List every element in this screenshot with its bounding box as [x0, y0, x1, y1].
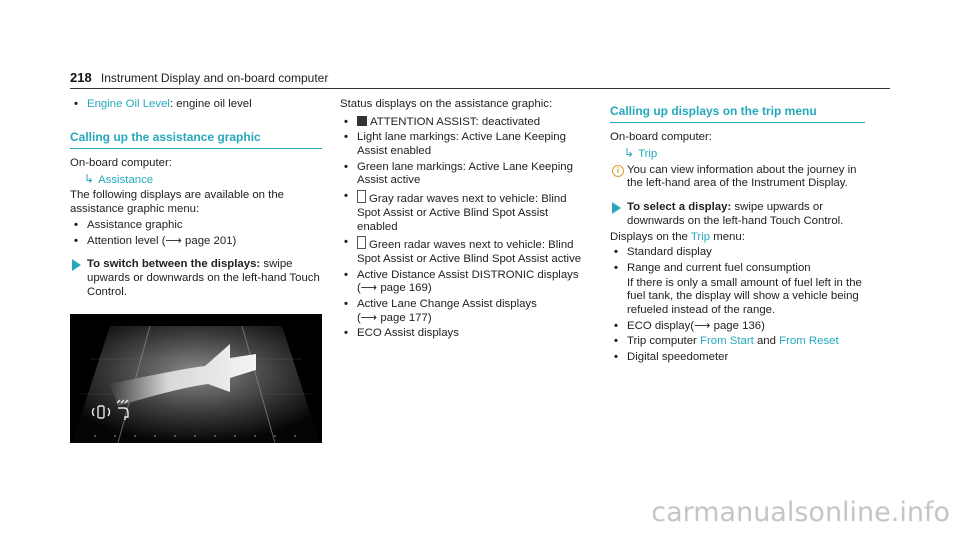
assistance-link[interactable]: Assistance: [98, 173, 154, 186]
from-reset-link[interactable]: From Reset: [779, 335, 839, 348]
section-heading: Calling up displays on the trip menu: [610, 104, 865, 123]
page-reference[interactable]: page 177): [380, 311, 432, 324]
page-header: [70, 70, 328, 87]
instruction-block: To select a display: swipe upwards or downwards on the left-hand Touch Control.: [610, 201, 865, 228]
list-item: • Standard display: [610, 246, 865, 260]
page-arrow-icon: ⟶: [694, 319, 711, 332]
trip-link[interactable]: Trip: [638, 148, 658, 161]
paragraph: Displays on the Trip menu:: [610, 230, 745, 243]
column-1: [70, 98, 322, 299]
paragraph: The following displays are available on the assistance graphic menu:: [70, 189, 285, 216]
attention-assist-off-icon: [357, 116, 367, 126]
list-item: • Green radar waves next to vehicle: Blind Spot Assist or Active Blind Spot Assist active: [340, 236, 590, 266]
trip-menu-link[interactable]: Trip: [690, 230, 711, 243]
list-item: • Green lane markings: Active Lane Keeping Assist active: [340, 161, 590, 188]
range-note: If there is only a small amount of fuel left in the fuel tank, the display will show a vehicle being refueled instead of the range.: [627, 276, 862, 316]
menu-path: [610, 146, 865, 162]
menu-arrow-icon: ↳: [624, 146, 635, 161]
gray-radar-waves-icon: [357, 190, 366, 203]
page-reference[interactable]: page 136): [713, 319, 765, 332]
info-note: i You can view information about the journey in the left-hand area of the Instrument Display.: [610, 164, 865, 191]
header-title: Instrument Display and on-board computer: [100, 71, 329, 85]
menu-path: [70, 172, 322, 188]
instruction-block: To switch between the displays: swipe upwards or downwards on the left-hand Touch Control.: [70, 258, 322, 299]
list-item: • Assistance graphic: [70, 219, 322, 233]
lead-text: On-board computer:: [70, 157, 172, 170]
lead-text: Status displays on the assistance graphic:: [340, 98, 553, 110]
header-rule: [70, 88, 890, 89]
column-3: [610, 98, 865, 367]
list-item: • Active Distance Assist DISTRONIC displays (⟶ page 169): [340, 269, 590, 296]
from-start-link[interactable]: From Start: [700, 335, 754, 348]
assistance-graphic-image: [70, 314, 322, 443]
instruction-arrow-icon: [72, 259, 81, 271]
list-item: • Attention level (⟶ page 201): [70, 235, 322, 249]
watermark: carmanualsonline.info: [651, 496, 950, 528]
list-item: • Digital speedometer: [610, 351, 865, 365]
menu-arrow-icon: ↳: [84, 171, 95, 186]
page-reference[interactable]: page 169): [380, 282, 432, 295]
lead-text: On-board computer:: [610, 131, 712, 144]
instruction-arrow-icon: [612, 202, 621, 214]
list-item: • Gray radar waves next to vehicle: Blind Spot Assist or Active Blind Spot Assist enabled: [340, 190, 590, 234]
list-item: • Light lane markings: Active Lane Keeping Assist enabled: [340, 131, 590, 158]
list-item: • Active Lane Change Assist displays (⟶ page 177): [340, 298, 590, 325]
column-2: [340, 98, 590, 343]
page-arrow-icon: ⟶: [360, 311, 378, 324]
section-heading: Calling up the assistance graphic: [70, 130, 322, 149]
list-item: • Engine Oil Level: engine oil level: [70, 98, 322, 112]
list-item: • Range and current fuel consumption If there is only a small amount of fuel left in the fuel tank, the display will show a vehicle being refueled instead of the range.: [610, 262, 865, 318]
page-number: 218: [70, 70, 92, 85]
assistance-graphic-svg: [70, 314, 322, 443]
list-item: • ECO Assist displays: [340, 327, 590, 341]
engine-oil-level-link[interactable]: Engine Oil Level: [87, 98, 170, 110]
page-reference[interactable]: page 201): [185, 234, 237, 247]
page-arrow-icon: ⟶: [360, 282, 378, 295]
list-item: • ECO display(⟶ page 136): [610, 320, 865, 334]
page-arrow-icon: ⟶: [165, 234, 182, 247]
list-item: • ATTENTION ASSIST: deactivated: [340, 116, 590, 130]
info-icon: i: [612, 165, 624, 177]
green-radar-waves-icon: [357, 236, 366, 249]
list-item: • Trip computer From Start and From Reset: [610, 335, 865, 349]
